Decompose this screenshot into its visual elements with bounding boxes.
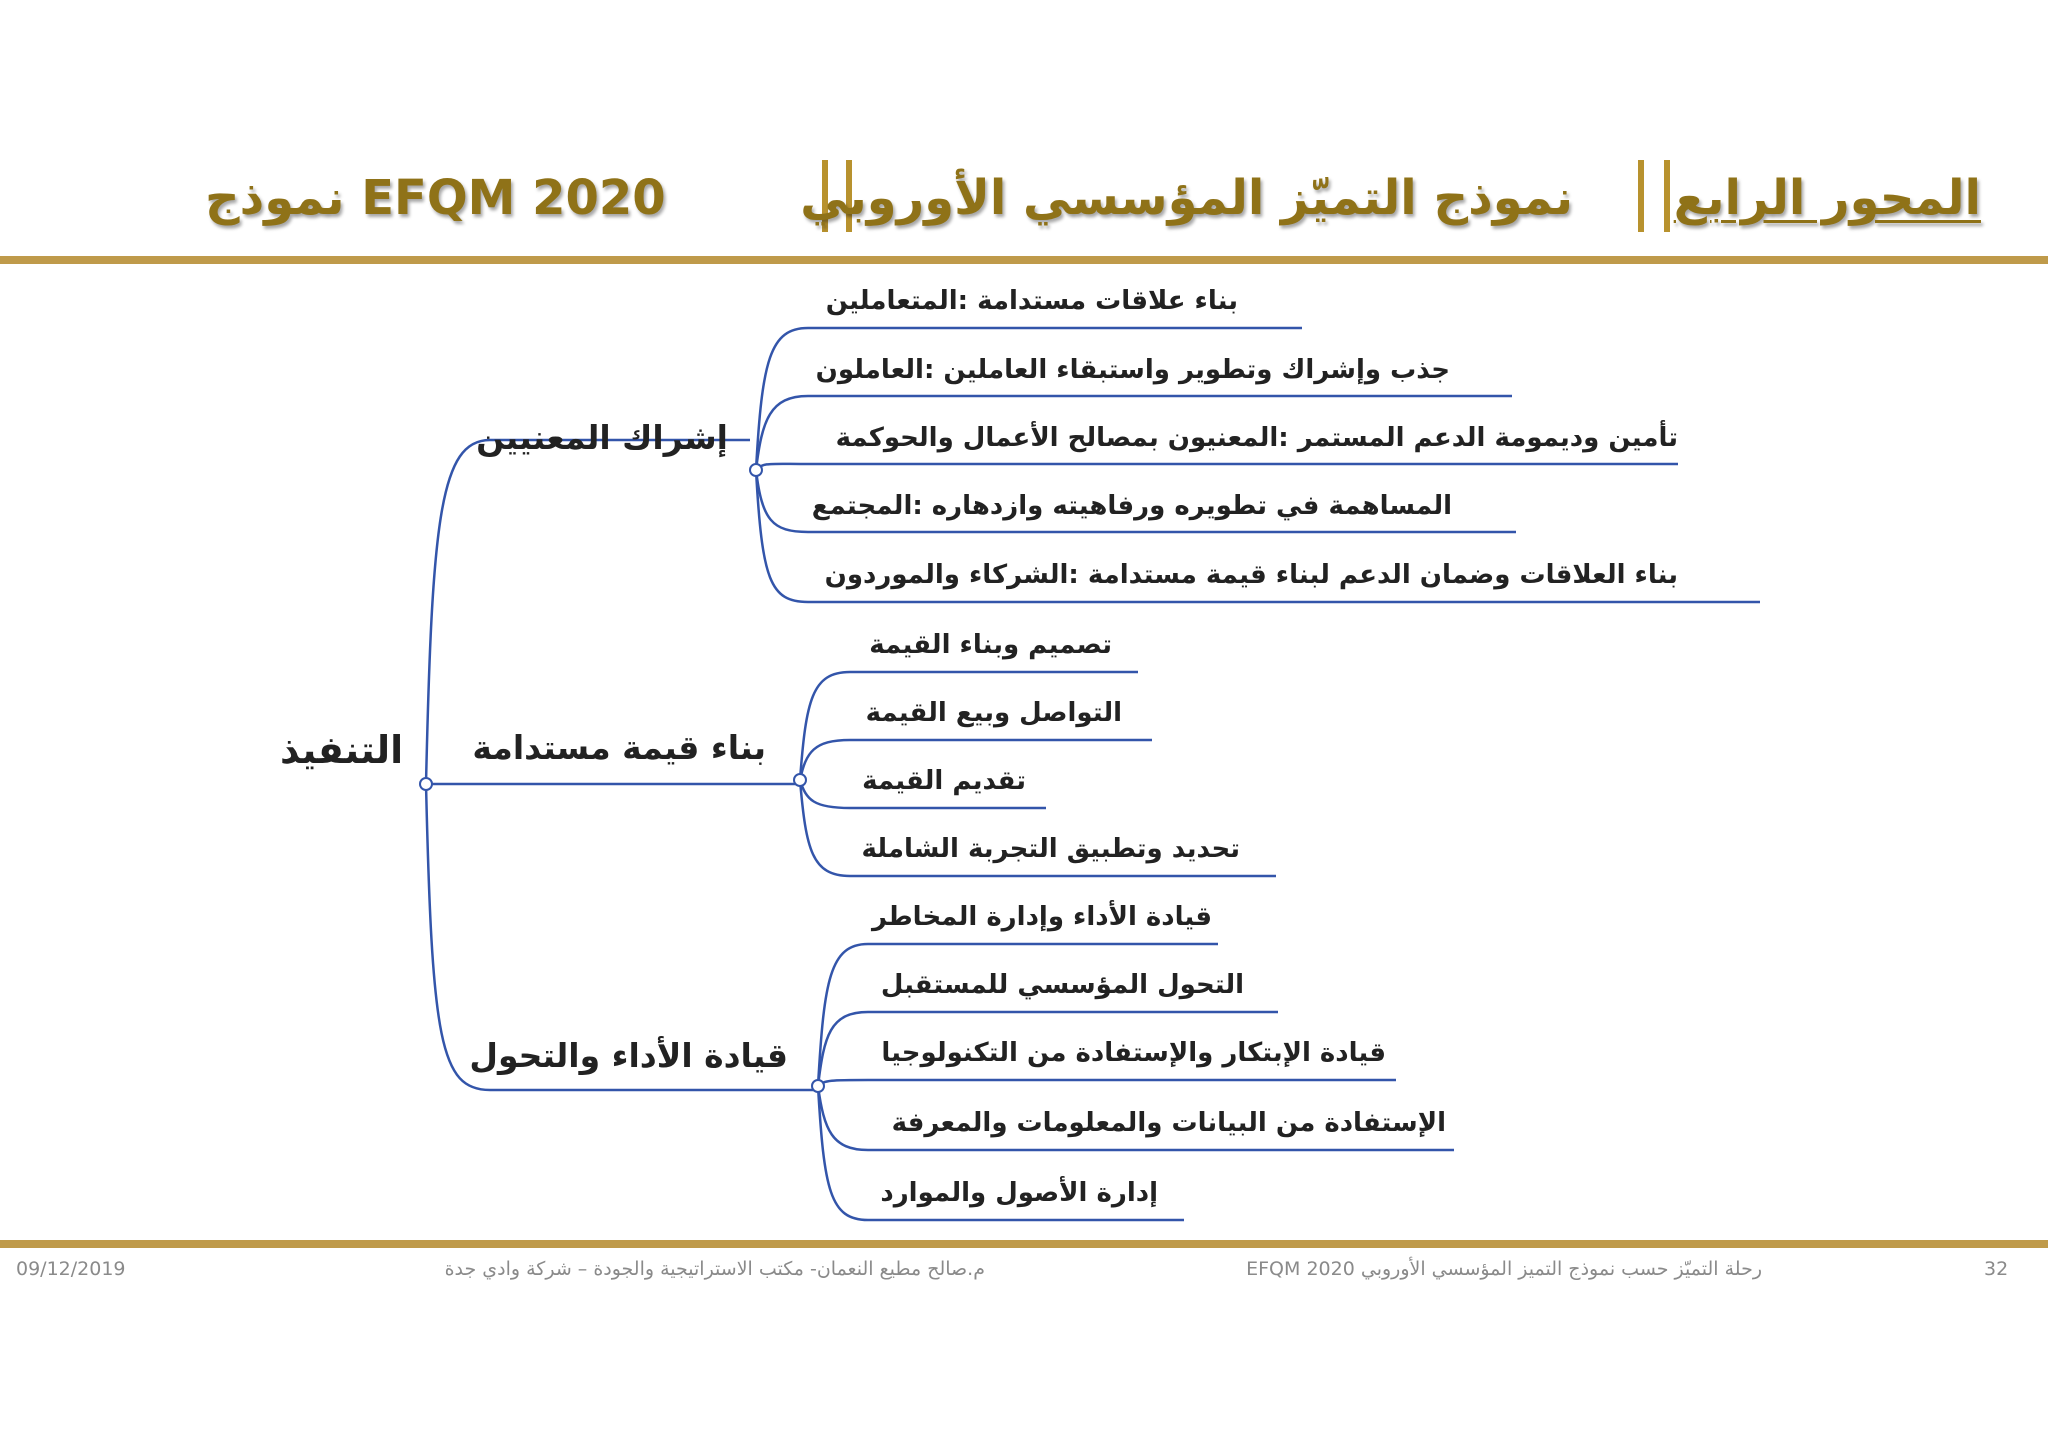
node-branch3	[812, 1080, 824, 1092]
leaf-b1-4: المساهمة في تطويره ورفاهيته وازدهاره :المجتمع	[811, 491, 1452, 521]
efqm-title: EFQM 2020 نموذج	[205, 170, 666, 226]
footer-page-number: 32	[1984, 1258, 2009, 1280]
axis-title: المحور الرابع	[1673, 170, 1981, 226]
leaf-b2-2: التواصل وبيع القيمة	[865, 698, 1122, 728]
footer-course-title: رحلة التميّز حسب نموذج التميز المؤسسي الأوروبي EFQM 2020	[1246, 1258, 1762, 1280]
leaf-b2-4: تحديد وتطبيق التجربة الشاملة	[861, 834, 1240, 864]
node-root	[420, 778, 432, 790]
connector-b1-leaf3	[756, 464, 1678, 470]
leaf-b2-3: تقديم القيمة	[862, 766, 1026, 796]
footer-date: 09/12/2019	[16, 1258, 126, 1280]
branch-label-stakeholders: إشراك المعنيين	[476, 418, 728, 457]
footer-author: م.صالح مطيع النعمان- مكتب الاستراتيجية والجودة – شركة وادي جدة	[444, 1258, 985, 1280]
node-branch2	[794, 774, 806, 786]
leaf-b1-3: تأمين وديمومة الدعم المستمر :المعنيون بمصالح الأعمال والحوكمة	[835, 423, 1678, 453]
node-branch1	[750, 464, 762, 476]
footer-rule	[0, 1240, 2048, 1248]
leaf-b1-5: بناء العلاقات وضمان الدعم لبناء قيمة مستدامة :الشركاء والموردون	[824, 560, 1678, 590]
leaf-b3-3: قيادة الإبتكار والإستفادة من التكنولوجيا	[881, 1038, 1386, 1068]
root-node-label: التنفيذ	[280, 728, 404, 772]
leaf-b3-1: قيادة الأداء وإدارة المخاطر	[872, 902, 1212, 932]
connector-b3-leaf3	[818, 1080, 1396, 1086]
branch-label-performance: قيادة الأداء والتحول	[469, 1036, 788, 1075]
leaf-b3-5: إدارة الأصول والموارد	[880, 1178, 1158, 1208]
leaf-b2-1: تصميم وبناء القيمة	[869, 630, 1112, 660]
branch-label-sustainable-value: بناء قيمة مستدامة	[472, 728, 766, 767]
leaf-b1-1: بناء علاقات مستدامة :المتعاملين	[825, 286, 1238, 316]
leaf-b3-4: الإستفادة من البيانات والمعلومات والمعرفة	[891, 1108, 1446, 1138]
leaf-b3-2: التحول المؤسسي للمستقبل	[880, 970, 1244, 1000]
model-title: نموذج التميّز المؤسسي الأوروبي	[800, 170, 1573, 226]
leaf-b1-2: جذب وإشراك وتطوير واستبقاء العاملين :العاملون	[815, 355, 1450, 385]
